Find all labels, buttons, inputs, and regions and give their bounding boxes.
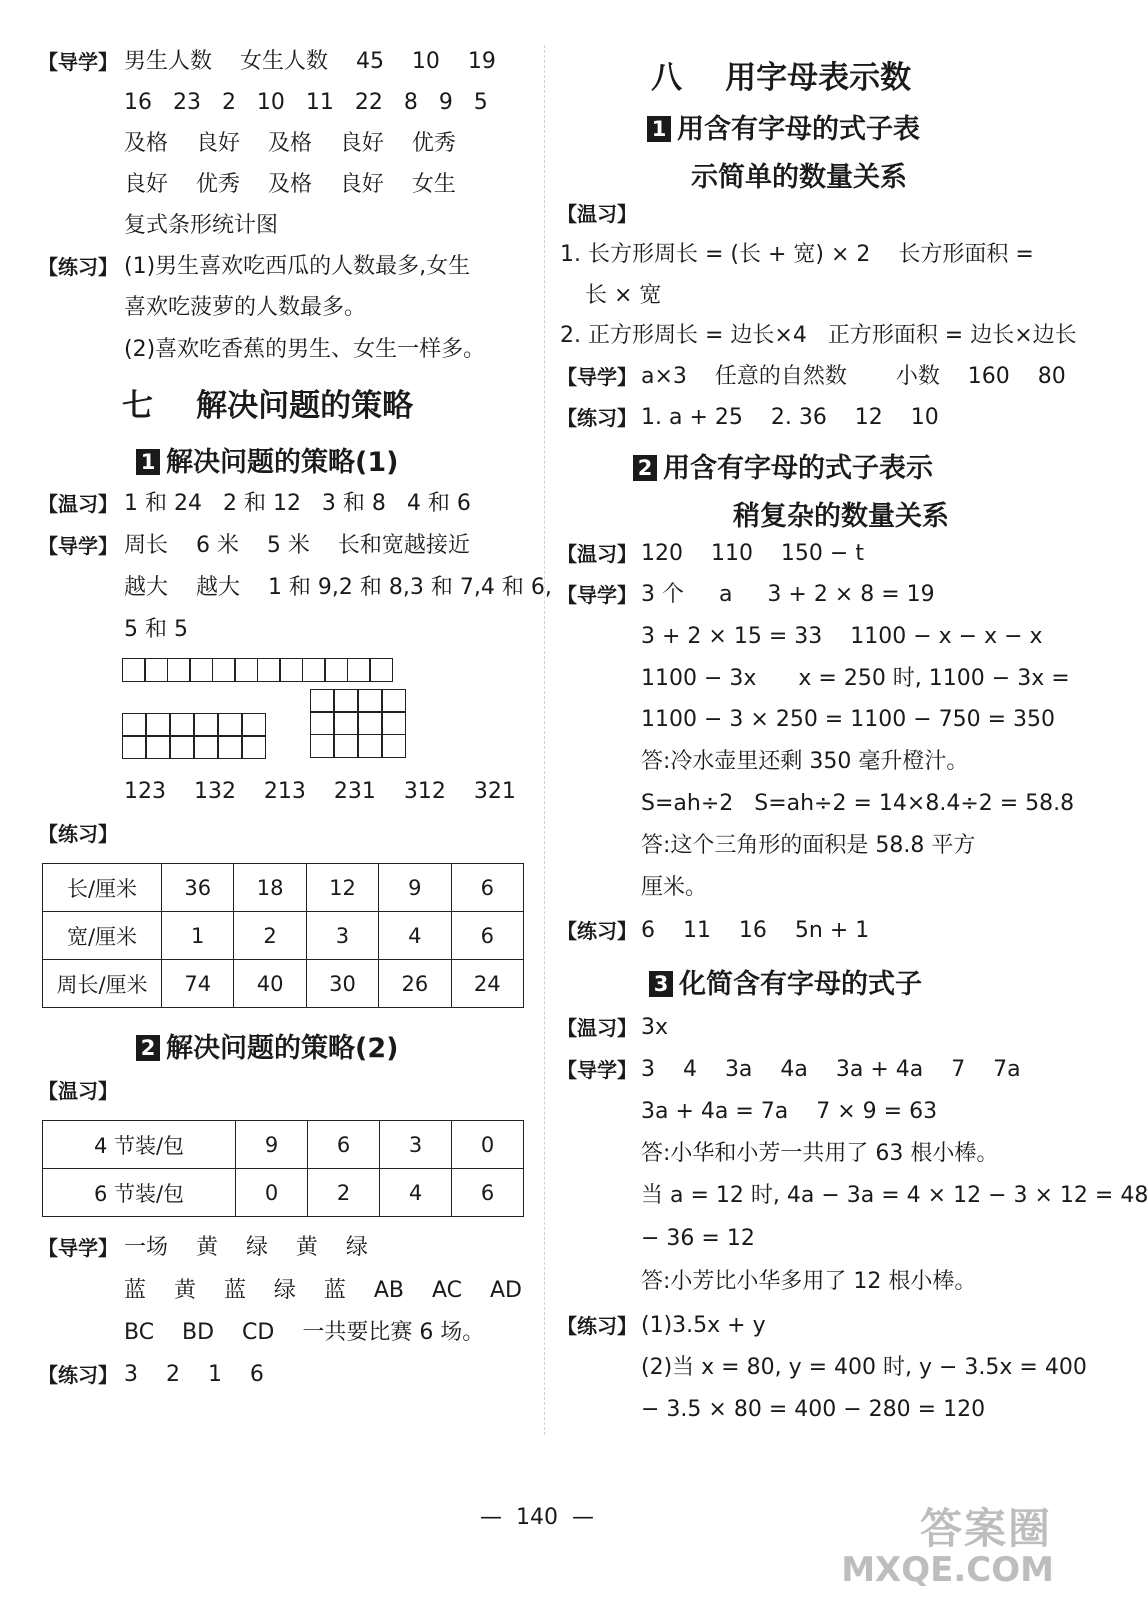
- grid-cell: [302, 658, 326, 682]
- answer-line: 及格 良好 及格 良好 优秀: [124, 131, 456, 156]
- grid-cell: [218, 713, 242, 737]
- answer-line: 3x: [641, 1015, 669, 1040]
- daoxue-label: 【导学】: [557, 583, 637, 607]
- grid-cell: [310, 689, 334, 713]
- lianxi-label: 【练习】: [38, 1363, 118, 1387]
- answer-line: 6 11 16 5n + 1: [641, 918, 870, 943]
- grid-cell: [382, 734, 406, 758]
- grid-cell: [358, 734, 382, 758]
- subsection-title: 1 用含有字母的式子表: [647, 107, 920, 146]
- table-cell: 12: [306, 864, 378, 912]
- grid-cell: [122, 658, 146, 682]
- grid-cell: [122, 735, 146, 759]
- perimeter-table: [42, 863, 524, 1008]
- wenxi-label: 【温习】: [557, 542, 637, 566]
- answer-line: 1 和 24 2 和 12 3 和 8 4 和 6: [124, 491, 471, 516]
- battery-pack-table: [42, 1120, 524, 1217]
- table-row: [43, 1169, 524, 1217]
- grid-diagram-2x6: [123, 714, 267, 759]
- table-cell: 6: [451, 912, 523, 960]
- answer-line: 3 4 3a 4a 3a + 4a 7 7a: [641, 1057, 1021, 1082]
- table-cell: 9: [236, 1121, 308, 1169]
- lianxi-label: 【练习】: [38, 822, 118, 846]
- answer-line: 良好 优秀 及格 良好 女生: [124, 172, 456, 197]
- grid-cell: [212, 658, 236, 682]
- grid-cell: [242, 713, 266, 737]
- table-cell: 40: [234, 960, 306, 1008]
- grid-diagram-3x4: [311, 690, 407, 758]
- answer-line: 1. a + 25 2. 36 12 10: [641, 405, 939, 430]
- answer-line: (2)当 x = 80, y = 400 时, y − 3.5x = 400: [641, 1355, 1087, 1380]
- table-cell: 4: [379, 912, 451, 960]
- table-cell: 4: [380, 1169, 452, 1217]
- subsection-title: 2 用含有字母的式子表示: [633, 446, 933, 485]
- answer-line: 16 23 2 10 11 22 8 9 5: [124, 90, 488, 115]
- daoxue-label: 【导学】: [38, 1236, 118, 1260]
- wenxi-label: 【温习】: [557, 1016, 637, 1040]
- grid-cell: [144, 658, 168, 682]
- answer-line: a×3 任意的自然数 小数 160 80: [641, 364, 1066, 389]
- answer-line: 答:小芳比小华多用了 12 根小棒。: [641, 1269, 977, 1294]
- lianxi-label: 【练习】: [557, 1314, 637, 1338]
- table-cell: 3: [306, 912, 378, 960]
- answer-line: 越大 越大 1 和 9,2 和 8,3 和 7,4 和 6,: [124, 575, 552, 600]
- grid-cell: [170, 735, 194, 759]
- grid-cell: [146, 735, 170, 759]
- answer-line: − 36 = 12: [641, 1226, 755, 1251]
- table-cell: 36: [162, 864, 234, 912]
- row-header-cell: 6 节装/包: [43, 1169, 236, 1217]
- table-cell: 2: [308, 1169, 380, 1217]
- section-title-7: 七 解决问题的策略: [122, 388, 414, 424]
- daoxue-label: 【导学】: [557, 1058, 637, 1082]
- answer-line: 长 × 宽: [585, 283, 662, 308]
- answer-line: S=ah÷2 S=ah÷2 = 14×8.4÷2 = 58.8: [641, 791, 1075, 816]
- table-row: [43, 1121, 524, 1169]
- permutations-line: 123 132 213 231 312 321: [124, 779, 516, 804]
- section-number-badge: 2: [136, 1035, 160, 1061]
- answer-line: 喜欢吃菠萝的人数最多。: [124, 295, 367, 320]
- answer-line: 蓝 黄 蓝 绿 蓝 AB AC AD: [124, 1278, 522, 1303]
- answer-line: 5 和 5: [124, 617, 188, 642]
- table-cell: 0: [452, 1121, 524, 1169]
- lianxi-label: 【练习】: [38, 255, 118, 279]
- table-cell: 6: [308, 1121, 380, 1169]
- table-cell: 0: [236, 1169, 308, 1217]
- answer-line: 一场 黄 绿 黄 绿: [124, 1235, 368, 1260]
- table-cell: 24: [451, 960, 523, 1008]
- table-row: [43, 960, 524, 1008]
- grid-cell: [189, 658, 213, 682]
- wenxi-label: 【温习】: [38, 1079, 118, 1103]
- answer-line: (1)男生喜欢吃西瓜的人数最多,女生: [124, 254, 471, 279]
- grid-cell: [324, 658, 348, 682]
- lianxi-label: 【练习】: [557, 919, 637, 943]
- row-header-cell: 宽/厘米: [43, 912, 162, 960]
- table-row: [43, 912, 524, 960]
- answer-line: 厘米。: [641, 875, 708, 900]
- grid-cell: [218, 735, 242, 759]
- subsection-title: 1 解决问题的策略(1): [136, 440, 398, 479]
- table-cell: 30: [306, 960, 378, 1008]
- watermark-logo: 答案圈: [919, 1504, 1052, 1553]
- grid-cell: [167, 658, 191, 682]
- row-header-cell: 周长/厘米: [43, 960, 162, 1008]
- grid-cell: [369, 658, 393, 682]
- table-cell: 2: [234, 912, 306, 960]
- answer-line: 120 110 150 − t: [641, 541, 864, 566]
- grid-cell: [358, 711, 382, 735]
- grid-cell: [310, 711, 334, 735]
- grid-cell: [146, 713, 170, 737]
- answer-line: 3 2 1 6: [124, 1362, 264, 1387]
- watermark-url: MXQE.COM: [841, 1550, 1054, 1590]
- answer-line: BC BD CD 一共要比赛 6 场。: [124, 1320, 485, 1345]
- grid-cell: [122, 713, 146, 737]
- subsection-title-cont: 稍复杂的数量关系: [733, 501, 949, 532]
- answer-line: 周长 6 米 5 米 长和宽越接近: [124, 533, 470, 558]
- answer-line: 答:这个三角形的面积是 58.8 平方: [641, 833, 976, 858]
- grid-diagram-1x12: [123, 658, 393, 682]
- answer-line: 1. 长方形周长 = (长 + 宽) × 2 长方形面积 =: [560, 242, 1034, 267]
- grid-cell: [358, 689, 382, 713]
- page-number: — 140 —: [480, 1505, 594, 1530]
- grid-cell: [334, 711, 358, 735]
- answer-line: 1100 − 3 × 250 = 1100 − 750 = 350: [641, 707, 1056, 732]
- answer-line: 3 + 2 × 15 = 33 1100 − x − x − x: [641, 624, 1043, 649]
- answer-line: 3a + 4a = 7a 7 × 9 = 63: [641, 1099, 938, 1124]
- table-cell: 26: [379, 960, 451, 1008]
- wenxi-label: 【温习】: [557, 202, 637, 226]
- table-cell: 74: [162, 960, 234, 1008]
- answer-line: 1100 − 3x x = 250 时, 1100 − 3x =: [641, 666, 1070, 691]
- grid-cell: [382, 711, 406, 735]
- row-header-cell: 长/厘米: [43, 864, 162, 912]
- grid-cell: [334, 734, 358, 758]
- subsection-title: 2 解决问题的策略(2): [136, 1026, 398, 1065]
- section-number-badge: 1: [136, 449, 160, 475]
- section-number-badge: 3: [649, 971, 673, 997]
- subsection-title-cont: 示简单的数量关系: [691, 162, 907, 193]
- grid-cell: [279, 658, 303, 682]
- section-number-badge: 2: [633, 455, 657, 481]
- table-cell: 3: [380, 1121, 452, 1169]
- answer-line: 复式条形统计图: [124, 213, 279, 238]
- table-row: [43, 864, 524, 912]
- grid-cell: [257, 658, 281, 682]
- row-header-cell: 4 节装/包: [43, 1121, 236, 1169]
- table-cell: 1: [162, 912, 234, 960]
- grid-cell: [170, 713, 194, 737]
- grid-cell: [310, 734, 334, 758]
- answer-line: 当 a = 12 时, 4a − 3a = 4 × 12 − 3 × 12 = 48: [641, 1183, 1148, 1208]
- answer-line: 答:小华和小芳一共用了 63 根小棒。: [641, 1141, 999, 1166]
- answer-line: (1)3.5x + y: [641, 1313, 766, 1338]
- grid-cell: [382, 689, 406, 713]
- grid-cell: [242, 735, 266, 759]
- answer-line: 答:冷水壶里还剩 350 毫升橙汁。: [641, 749, 969, 774]
- grid-cell: [334, 689, 358, 713]
- section-number-badge: 1: [647, 116, 671, 142]
- grid-cell: [234, 658, 258, 682]
- answer-line: 3 个 a 3 + 2 × 8 = 19: [641, 582, 935, 607]
- table-cell: 9: [379, 864, 451, 912]
- answer-line: 男生人数 女生人数 45 10 19: [124, 49, 496, 74]
- table-cell: 6: [451, 864, 523, 912]
- wenxi-label: 【温习】: [38, 492, 118, 516]
- answer-line: 2. 正方形周长 = 边长×4 正方形面积 = 边长×边长: [560, 323, 1077, 348]
- daoxue-label: 【导学】: [557, 365, 637, 389]
- grid-cell: [194, 713, 218, 737]
- subsection-title: 3 化简含有字母的式子: [649, 962, 922, 1001]
- answer-line: − 3.5 × 80 = 400 − 280 = 120: [641, 1397, 986, 1422]
- table-cell: 6: [452, 1169, 524, 1217]
- table-cell: 18: [234, 864, 306, 912]
- answer-line: (2)喜欢吃香蕉的男生、女生一样多。: [124, 337, 486, 362]
- lianxi-label: 【练习】: [557, 406, 637, 430]
- column-divider: [544, 45, 545, 1435]
- grid-cell: [347, 658, 371, 682]
- daoxue-label: 【导学】: [38, 50, 118, 74]
- grid-cell: [194, 735, 218, 759]
- section-title-8: 八 用字母表示数: [651, 60, 912, 96]
- daoxue-label: 【导学】: [38, 534, 118, 558]
